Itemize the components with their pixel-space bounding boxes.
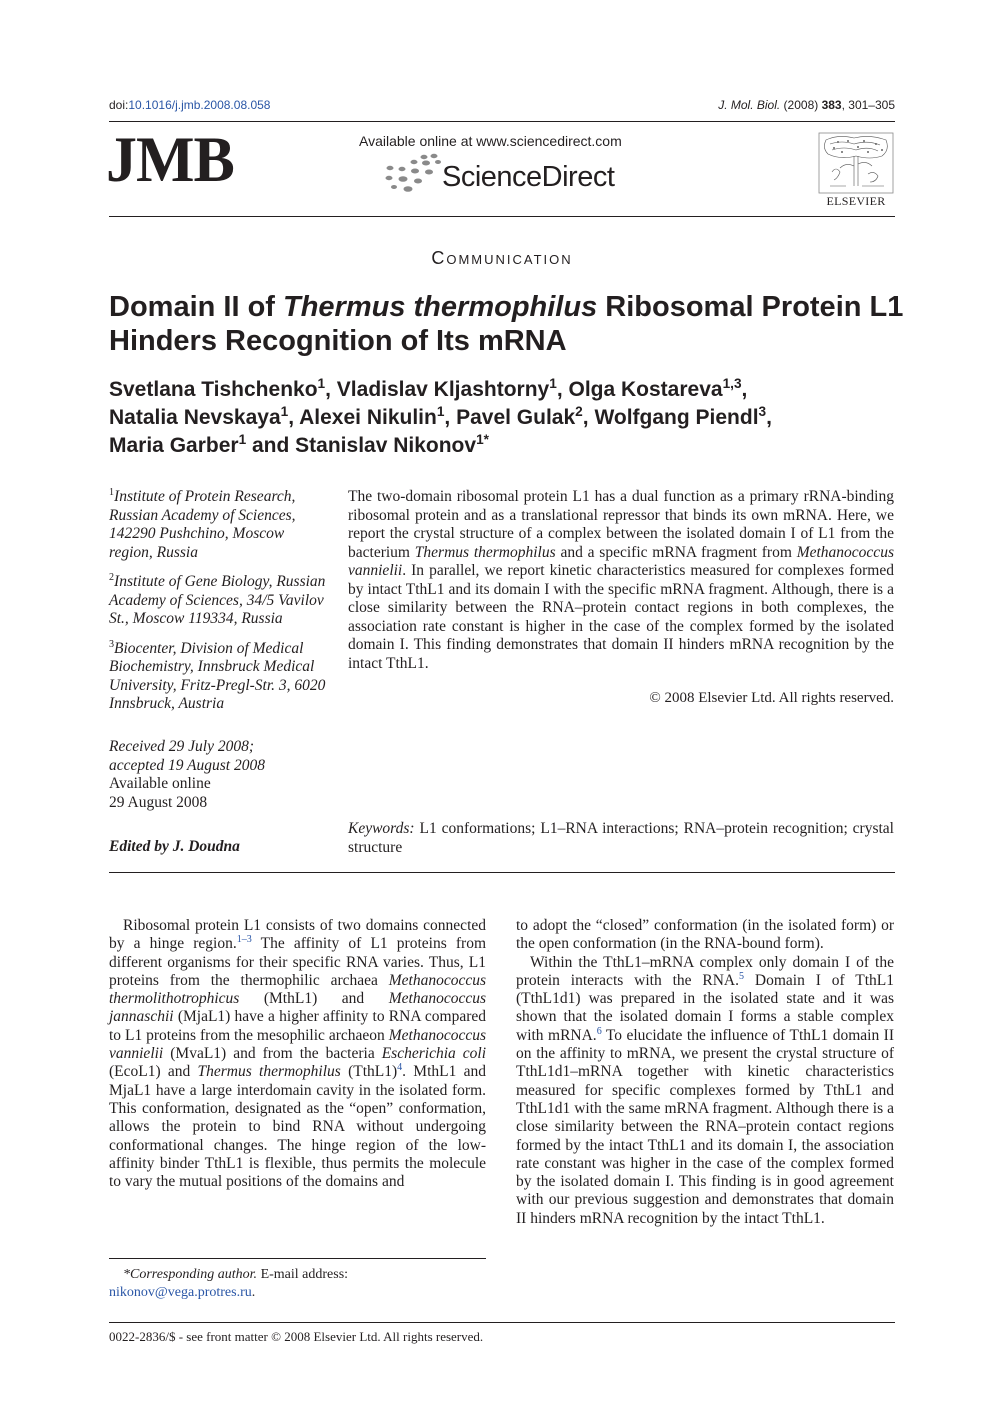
sciencedirect-wordmark: ScienceDirect [442, 161, 615, 193]
author-name: Wolfgang Piendl [594, 406, 759, 429]
text-segment: to adopt the “closed” conformation (in the isolated form) or the open conformation (in the RNA-bound form). [516, 917, 894, 953]
author [594, 406, 766, 429]
affiliation-number: 1 [109, 486, 115, 498]
text-segment: Methanococcus thermolithotrophicus [109, 971, 486, 1008]
affiliation-number: 3 [109, 638, 115, 650]
author [109, 406, 288, 429]
text-segment: The affinity of L1 proteins from different organisms for their specific RNA varies. Thus, L1 proteins from the thermophilic archaea [109, 935, 487, 989]
author-separator: , [766, 406, 772, 429]
masthead-rule [109, 216, 895, 217]
edited-by: Edited by J. Doudna [109, 838, 240, 855]
keywords-label: Keywords: [348, 820, 415, 837]
text-segment: To elucidate the influence of TthL1 domain II on the affinity to mRNA, we present the crystal structure of TthL1d1–mRNA together with kinetic characteristics measured for specific complexes formed by TthL1 and TthL1d1 with the same mRNA fragment. Although there is a close similarity between the RNA–protein contact regions formed by the intact TthL1 and its domain I, the association rate constant was higher in the case of the complex formed by the isolated domain I. This finding is in good agreement with our previous suggestion and demonstrates that domain II hinders mRNA recognition by the intact TthL1. [516, 1026, 894, 1227]
available-online-date: 29 August 2008 [109, 793, 208, 811]
text-segment: Domain I of TthL1 (TthL1d1) was prepared in the isolated state and it was shown that the isolated domain I forms a stable complex with mRNA. [516, 971, 894, 1044]
author-name: Natalia Nevskaya [109, 406, 281, 429]
article-dates [109, 738, 329, 812]
received-date: Received 29 July 2008; [109, 738, 255, 755]
text-segment: Thermus thermophilus [197, 1063, 341, 1081]
email-link[interactable]: nikonov@vega.protres.ru [109, 1285, 252, 1300]
author-separator: , [325, 378, 337, 401]
affiliation [109, 640, 329, 714]
keywords-text: L1 conformations; L1–RNA interactions; RNA–protein recognition; crystal structure [348, 820, 894, 856]
text-segment: (MvaL1) and from the bacteria [163, 1045, 382, 1063]
text-segment: Within the TthL1–mRNA complex only domain I of the protein interacts with the RNA. [516, 953, 894, 989]
text-segment: (EcoL1) and [109, 1063, 198, 1081]
section-label: Communication [431, 248, 573, 268]
author [109, 434, 246, 457]
affiliation [109, 488, 329, 562]
author-affiliation-mark: 3 [758, 404, 767, 419]
affiliation-text: Institute of Gene Biology, Russian Academy of Sciences, 34/5 Vavilov St., Moscow 119334, Russia [109, 573, 326, 627]
accepted-date: accepted 19 August 2008 [109, 756, 265, 774]
affiliation [109, 573, 329, 629]
author-separator: , [741, 378, 748, 401]
author [456, 406, 583, 429]
available-online-label: Available online [109, 775, 211, 792]
abstract-rule [109, 872, 895, 873]
author-affiliation-mark: 1 [549, 376, 557, 391]
text-segment: (TthL1) [340, 1063, 398, 1081]
footer-front-matter: 0022-2836/$ - see front matter © 2008 Elsevier Ltd. All rights reserved. [109, 1329, 484, 1344]
author-separator: , [288, 406, 300, 429]
text-segment: Methanococcus jannaschii [109, 990, 486, 1026]
author-separator: , [582, 406, 595, 429]
author [295, 434, 489, 457]
elsevier-tree-icon [818, 132, 894, 194]
author-affiliation-mark: 1,3 [722, 376, 742, 391]
author-separator: and [246, 434, 296, 457]
journal-logo: JMB [106, 124, 234, 196]
author-affiliation-mark: 1 [238, 432, 247, 447]
affiliations [109, 488, 329, 725]
running-header [109, 98, 895, 114]
keywords [348, 820, 894, 857]
text-segment: The two-domain ribosomal protein L1 has a dual function as a primary rRNA-binding ribosomal protein and as a translational repressor that binds its own mRNA. Here, we report the crystal structure of a complex between the isolated domain I of L1 from the bacterium [348, 488, 894, 561]
text-segment: (MjaL1) have a higher affinity to RNA compared to L1 proteins from the mesophilic archaeon [109, 1008, 486, 1044]
text-segment: Ribosomal protein L1 consists of two domains connected by a hinge region. [109, 917, 486, 953]
text-segment: Methanococcus vannielii [348, 543, 894, 579]
body-paragraph [516, 954, 894, 1228]
citation-ref[interactable]: 6 [596, 1025, 602, 1037]
doi-link[interactable]: 10.1016/j.jmb.2008.08.058 [128, 98, 271, 112]
author [109, 378, 325, 401]
text-segment: . In parallel, we report kinetic characteristics measured for complexes formed by intact TthL1 and its domain I with the specific mRNA fragment. Although, there is a close similarity between the RNA–protein contact regions in both complexes, the association rate constant is higher in the case of the complex formed by the isolated domain I. This finding demonstrates that domain II hinders mRNA recognition by the intact TthL1. [348, 562, 894, 672]
author [568, 378, 741, 401]
author-name: Pavel Gulak [456, 406, 576, 429]
text-segment: and a specific mRNA fragment from [555, 543, 797, 561]
author-name: Vladislav Kljashtorny [336, 378, 550, 401]
text-segment: Escherichia coli [381, 1045, 486, 1063]
author-name: Maria Garber [109, 434, 239, 457]
citation-ref[interactable]: 1–3 [236, 934, 252, 946]
corresponding-author-footnote: *Corresponding author. E-mail address: nikonov@vega.protres.ru. [109, 1267, 349, 1300]
author-affiliation-mark: 1 [280, 404, 289, 419]
author-separator: , [444, 406, 457, 429]
sciencedirect-dots-icon [384, 152, 446, 194]
doi: doi:10.1016/j.jmb.2008.08.058 [109, 98, 271, 112]
citation: J. Mol. Biol. (2008) 383, 301–305 [718, 98, 895, 112]
body-paragraph [109, 917, 486, 1191]
elsevier-wordmark: ELSEVIER [826, 194, 886, 208]
author [299, 406, 444, 429]
body-right-column [516, 917, 894, 1228]
article-title: Domain II of Thermus thermophilus Ribosomal Protein L1 Hinders Recognition of Its mRNA [109, 291, 904, 357]
author-affiliation-mark: 1* [476, 432, 489, 447]
affiliation-text: Biocenter, Division of Medical Biochemistry, Innsbruck Medical University, Fritz-Pregl-Str. 3, 6020 Innsbruck, Austria [109, 639, 326, 712]
citation-ref[interactable]: 5 [739, 970, 745, 982]
text-segment: Methanococcus vannielii [109, 1026, 486, 1063]
author-name: Alexei Nikulin [299, 406, 437, 429]
footer-rule [109, 1322, 895, 1323]
author-name: Svetlana Tishchenko [109, 378, 318, 401]
footnote-label: *Corresponding author. [123, 1267, 258, 1282]
author-affiliation-mark: 2 [575, 404, 583, 419]
author-separator: , [556, 378, 569, 401]
body-left-column [109, 917, 486, 1191]
text-segment: . MthL1 and MjaL1 have a large interdomain cavity in the isolated form. This conformation, designated as the “open” conformation, allows the protein to bind RNA without undergoing conformational changes. The hinge region of the low-affinity binder TthL1 is flexible, thus permits the molecule to vary the mutual positions of the domains and [109, 1063, 486, 1191]
abstract [348, 488, 894, 673]
affiliation-number: 2 [109, 571, 115, 583]
author-affiliation-mark: 1 [317, 376, 326, 391]
text-segment: Thermus thermophilus [414, 543, 556, 561]
copyright-line: © 2008 Elsevier Ltd. All rights reserved. [649, 690, 894, 706]
available-online: Available online at www.sciencedirect.com [359, 133, 622, 149]
author-name: Stanislav Nikonov [295, 434, 477, 457]
author-affiliation-mark: 1 [436, 404, 445, 419]
author [337, 378, 557, 401]
body-paragraph [516, 917, 894, 954]
author-name: Olga Kostareva [568, 378, 723, 401]
footnote-rule [109, 1258, 486, 1259]
citation-ref[interactable]: 4 [397, 1062, 403, 1074]
author-list [109, 376, 899, 460]
text-segment: (MthL1) and [239, 990, 389, 1008]
affiliation-text: Institute of Protein Research, Russian Academy of Sciences, 142290 Pushchino, Moscow region, Russia [109, 488, 296, 561]
